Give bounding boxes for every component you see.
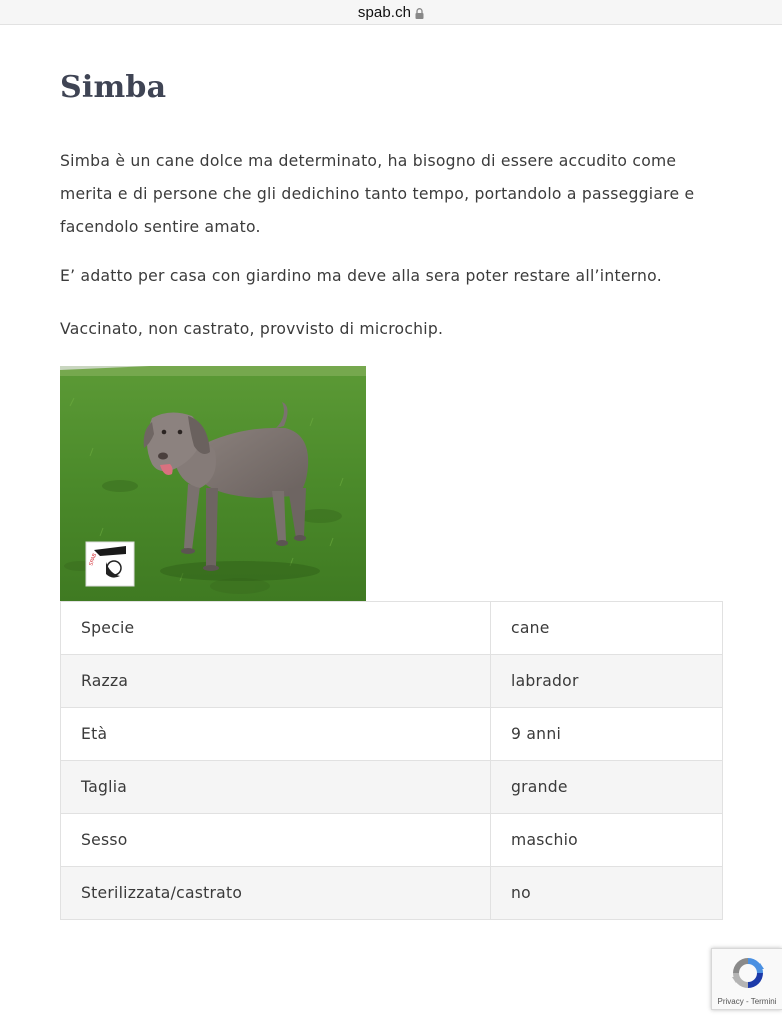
table-row-label: Età xyxy=(61,708,491,761)
spab-logo-watermark xyxy=(86,542,134,586)
recaptcha-links[interactable]: Privacy - Termini xyxy=(717,997,777,1006)
table-row-value: grande xyxy=(491,761,723,814)
table-row xyxy=(61,761,723,814)
table-row-value: labrador xyxy=(491,655,723,708)
animal-info-table xyxy=(60,601,723,920)
svg-text:SPAB: SPAB xyxy=(88,552,99,567)
table-row-value: maschio xyxy=(491,814,723,867)
dog-photo xyxy=(60,366,366,601)
table-row-label: Sesso xyxy=(61,814,491,867)
table-row-label: Taglia xyxy=(61,761,491,814)
table-row-value: 9 anni xyxy=(491,708,723,761)
table-row xyxy=(61,655,723,708)
browser-url-bar[interactable] xyxy=(0,0,782,25)
page-title: Simba xyxy=(60,70,167,105)
description-paragraph: Simba è un cane dolce ma determinato, ha bisogno di essere accudito come merita e di persone che gli dedichino tanto tempo, portandolo a passeggiare e facendolo sentire amato. xyxy=(60,152,695,236)
table-row-label: Sterilizzata/castrato xyxy=(61,867,491,920)
housing-paragraph: E’ adatto per casa con giardino ma deve alla sera poter restare all’interno. xyxy=(60,267,662,285)
recaptcha-badge[interactable] xyxy=(711,948,782,1010)
table-row xyxy=(61,708,723,761)
url-domain[interactable]: spab.ch xyxy=(357,3,412,21)
health-paragraph: Vaccinato, non castrato, provvisto di microchip. xyxy=(60,320,444,338)
lock-icon xyxy=(415,8,424,19)
table-row xyxy=(61,814,723,867)
recaptcha-icon xyxy=(730,955,766,991)
table-row-label: Razza xyxy=(61,655,491,708)
table-row-label: Specie xyxy=(61,602,491,655)
table-row-value: cane xyxy=(491,602,723,655)
table-row xyxy=(61,602,723,655)
table-row-value: no xyxy=(491,867,723,920)
table-row xyxy=(61,867,723,920)
